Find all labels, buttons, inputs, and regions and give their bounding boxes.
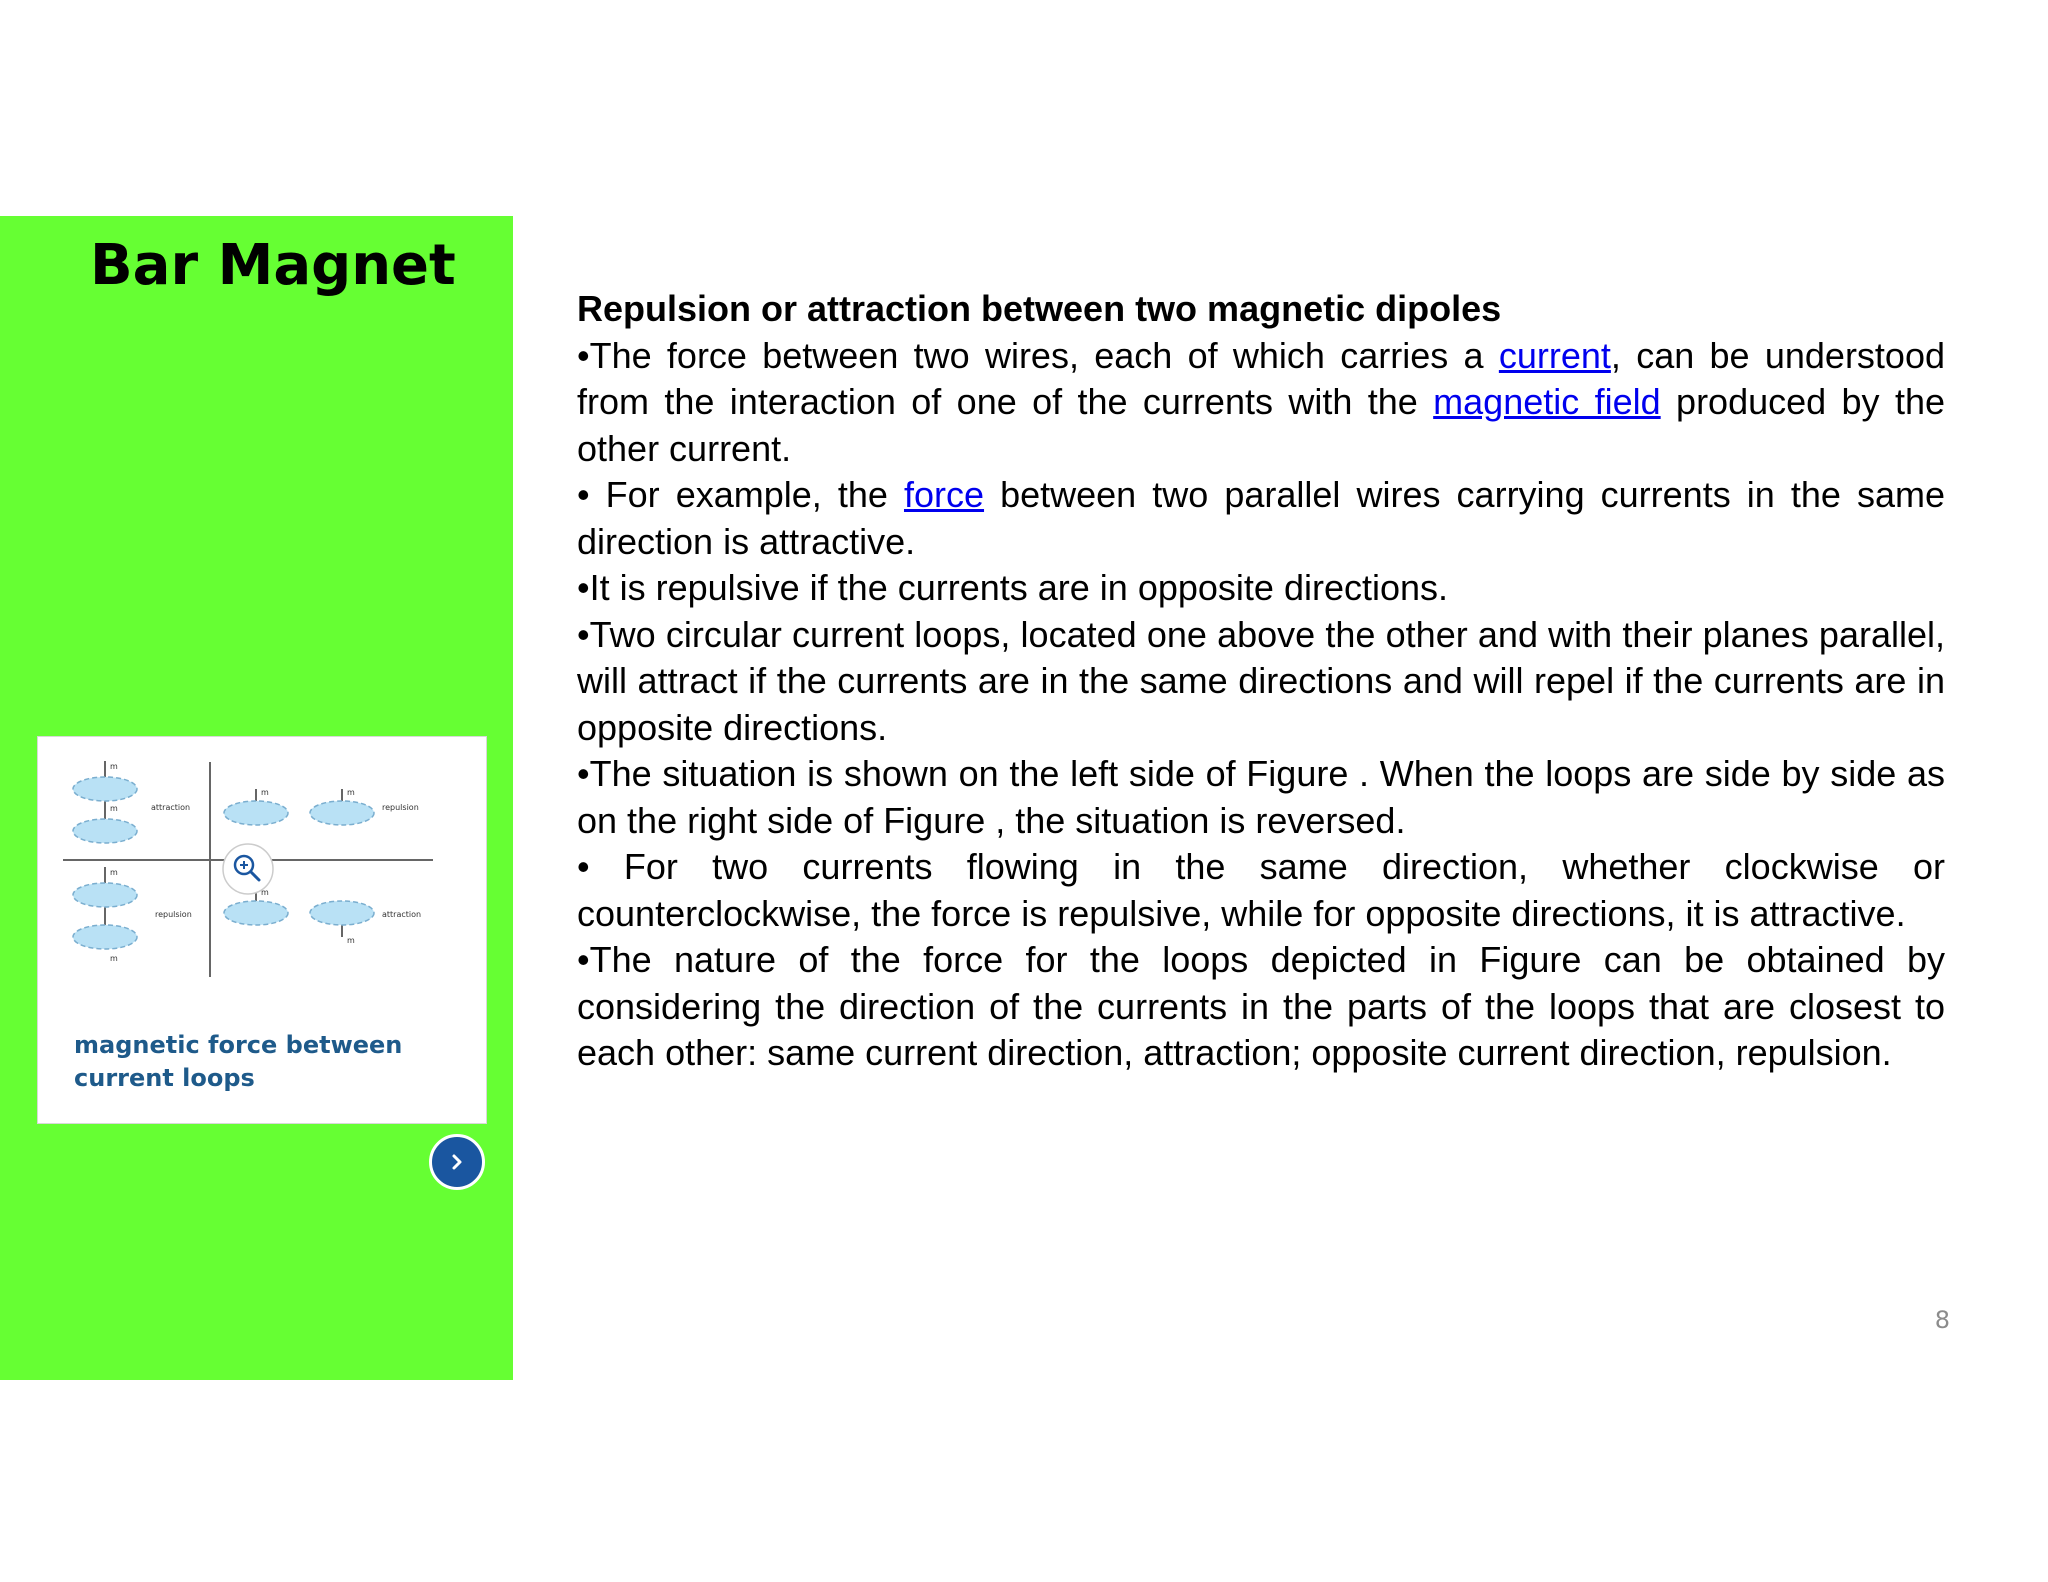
loop-ellipse — [73, 819, 137, 843]
page-number: 8 — [1934, 1306, 1950, 1334]
next-button[interactable] — [429, 1134, 485, 1190]
loop-ellipse — [73, 925, 137, 949]
figure-card[interactable] — [37, 736, 487, 1124]
paragraph-text: • For example, the — [577, 474, 904, 515]
loop-ellipse — [73, 883, 137, 907]
loop-ellipse — [224, 901, 288, 925]
loop-group-top-right — [224, 788, 419, 825]
paragraph-text: , can be understood from the interaction of one of the currents with the — [577, 334, 1945, 422]
zoom-in-icon[interactable] — [223, 844, 273, 894]
paragraph-6: • For two currents flowing in the same direction, whether clockwise or counterclockwise, the force is repulsive, while for opposite directions, it is attractive. — [577, 846, 1945, 934]
link-magnetic-field[interactable]: magnetic field — [1433, 381, 1661, 422]
link-force[interactable]: force — [903, 474, 985, 515]
moment-label: m — [110, 954, 118, 963]
moment-label: m — [261, 888, 269, 897]
paragraph-1 — [577, 333, 1945, 473]
label-repulsion: repulsion — [382, 803, 419, 812]
moment-label: m — [110, 804, 118, 813]
paragraph-5: •The situation is shown on the left side of Figure . When the loops are side by side as on the right side of Figure , the situation is reversed. — [577, 753, 1945, 841]
content-body — [577, 286, 1945, 1077]
moment-label: m — [110, 762, 118, 771]
paragraph-3: •It is repulsive if the currents are in opposite directions. — [577, 567, 1449, 608]
label-attraction: attraction — [382, 910, 422, 919]
link-current[interactable]: current — [1498, 334, 1611, 376]
paragraph-2 — [577, 472, 1945, 565]
loop-ellipse — [310, 901, 374, 925]
content-heading: Repulsion or attraction between two magnetic dipoles — [577, 288, 1502, 329]
loop-group-top-left — [73, 761, 190, 843]
sidebar-panel — [0, 216, 513, 1380]
loop-group-bottom-right — [224, 887, 421, 945]
label-repulsion: repulsion — [155, 910, 192, 919]
figure-caption[interactable]: magnetic force between current loops — [74, 1031, 403, 1092]
moment-label: m — [110, 868, 118, 877]
loop-ellipse — [224, 801, 288, 825]
paragraph-text: •The force between two wires, each of which carries a — [577, 334, 1499, 376]
paragraph-7: •The nature of the force for the loops depicted in Figure can be obtained by considering the direction of the currents in the parts of the loops that are closest to each other: same current direction, attraction; opposite current direction, repulsion. — [577, 939, 1945, 1073]
paragraph-4: •Two circular current loops, located one above the other and with their planes parallel, will attract if the currents are in the same directions and will repel if the currents are in opposite directions. — [577, 613, 1945, 748]
paragraph-text: produced by the other current. — [577, 381, 1945, 469]
moment-label: m — [347, 788, 355, 797]
paragraph-text: between two parallel wires carrying currents in the same direction is attractive. — [577, 474, 1945, 562]
loop-group-bottom-left — [73, 867, 192, 963]
chevron-right-icon — [447, 1152, 467, 1172]
slide-title: Bar Magnet — [90, 233, 456, 298]
moment-label: m — [261, 788, 269, 797]
current-loops-diagram — [38, 737, 486, 1007]
loop-ellipse — [310, 801, 374, 825]
moment-label: m — [347, 936, 355, 945]
label-attraction: attraction — [151, 803, 191, 812]
loop-ellipse — [73, 777, 137, 801]
